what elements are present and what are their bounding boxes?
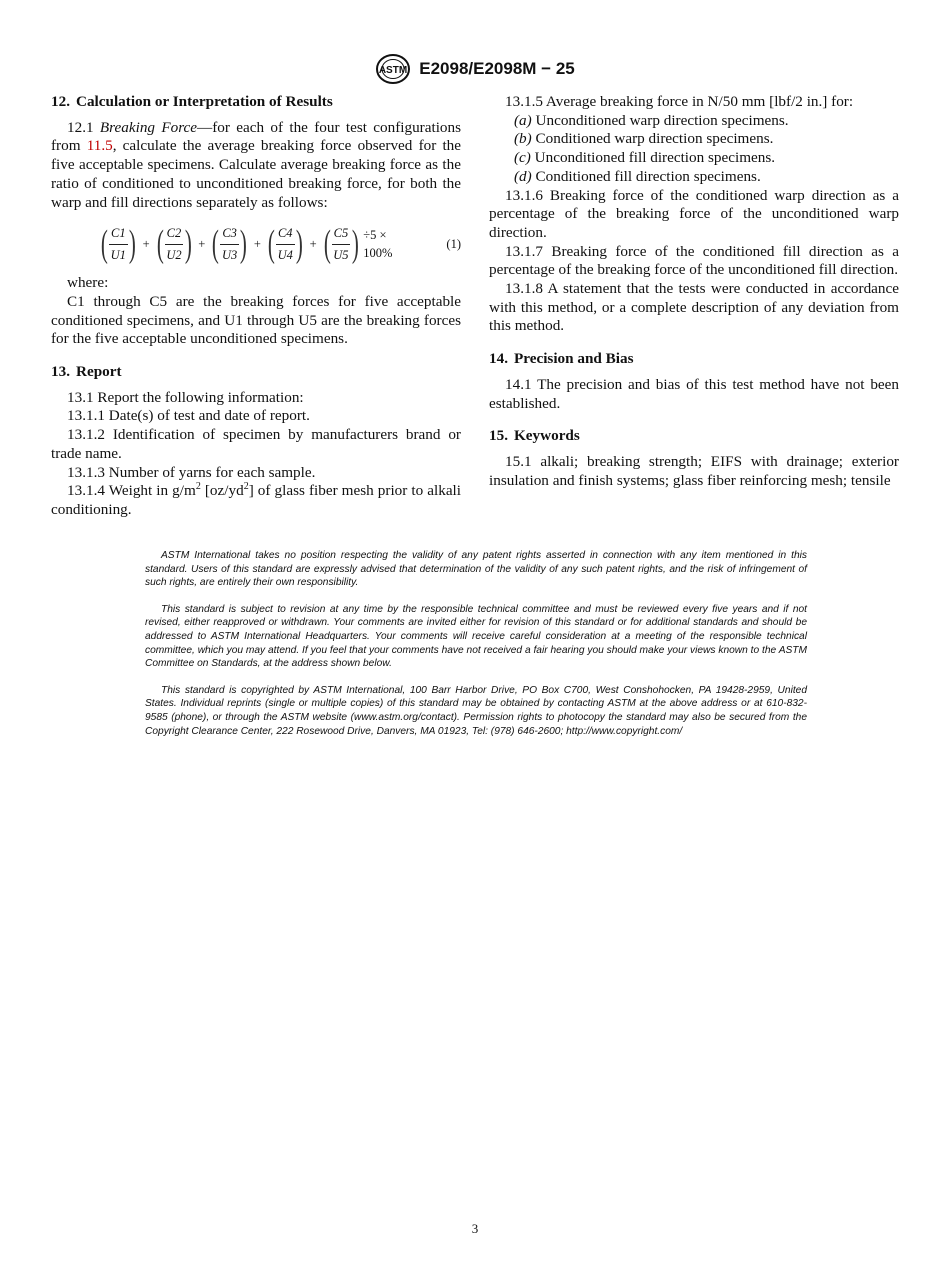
fraction-c5-u5: $\frac{C5}{U5}$ [333,226,349,262]
paragraph-13-1-1: 13.1.1 Date(s) of test and date of report. [67,407,310,425]
right-column [489,93,899,490]
page-number: 3 [471,1221,479,1236]
legal-notices [145,549,807,751]
fraction-c4-u4: $\frac{C4}{U4}$ [277,226,293,262]
fraction-c2-u2: $\frac{C2}{U2}$ [166,226,182,262]
list-item-a: (a) Unconditioned warp direction specimens. [514,111,789,129]
revision-notice: This standard is subject to revision at any time by the responsible technical committee and must be reviewed every five years and if not revised, either reapproved or withdrawn. Your comments are invited either for revision of this standard or for additional standards and should be addressed to ASTM International Headquarters. Your comments will receive careful consideration at a meeting of the responsible technical committee, which you may attend. If you feel that your comments have not received a fair hearing you should make your views known to the ASTM Committee on Standards, at the address shown below. [145,603,807,670]
left-column [51,93,461,520]
paragraph-13-1-6: 13.1.6 Breaking force of the conditioned warp direction as a percentage of the breaking force of the unconditioned warp direction. [489,186,899,241]
fraction-c1-u1: $\frac{C1}{U1}$ [110,226,126,262]
standard-designation: E2098/E2098M − 25 [419,59,575,78]
fraction-c3-u3: $\frac{C3}{U3}$ [221,226,238,262]
list-item-d: (d) Conditioned fill direction specimens. [514,167,761,185]
paragraph-13-1-8: 13.1.8 A statement that the tests were conducted in accordance with this method, or a complete description of any deviation from this method. [489,280,899,335]
paragraph-13-1-3: 13.1.3 Number of yarns for each sample. [67,463,316,481]
section-15-heading: 15. Keywords [489,427,580,445]
section-13-heading: 13. Report [51,363,122,381]
equation-number: (1) [446,236,461,251]
astm-logo-icon [375,54,411,84]
where-definition: C1 through C5 are the breaking forces for five acceptable conditioned specimens, and U1 through U5 are the breaking forces for the five acceptable unconditioned specimens. [51,292,461,348]
patent-notice: ASTM International takes no position respecting the validity of any patent rights asserted in connection with any item mentioned in this standard. Users of this standard are expressly advised that determination of the validity of any such patent rights, and the risk of infringement of such rights, are entirely their own responsibility. [145,550,807,589]
paragraph-13-1-7: 13.1.7 Breaking force of the conditioned fill direction as a percentage of the breaking force of the unconditioned fill direction. [489,242,899,279]
list-item-b: (b) Conditioned warp direction specimens. [514,130,774,148]
paragraph-14-1: 14.1 The precision and bias of this test method have not been established. [489,375,899,412]
list-item-c: (c) Unconditioned fill direction specimens. [514,149,776,167]
equation-1: ( $\frac{C1}{U1}$ ) + ( $\frac{C2}{U2}$ ) + ( $\frac{C3}{U3}$ ) + ( $\frac{C4}{U4}$ ) + ( $\frac{C5}{U5}$ ) ÷5 × 100% (1) [100,223,461,266]
copyright-notice: This standard is copyrighted by ASTM International, 100 Barr Harbor Drive, PO Box C700, West Conshohocken, PA 19428-2959, United States. Individual reprints (single or multiple copies) of this standard may be obtained by contacting ASTM at the above address or at 610-832-9585 (phone), or through the ASTM website (www.astm.org/contact). Permission rights to photocopy the standard may also be secured from the Copyright Clearance Center, 222 Rosewood Drive, Danvers, MA 01923, Tel: (978) 646-2600; http://www.copyright.com/ [145,684,807,737]
paragraph-13-1-5: 13.1.5 Average breaking force in N/50 mm [lbf/2 in.] for: [505,93,854,110]
page-header [0,54,950,84]
xref-link-11-5[interactable]: 11.5 [86,137,113,155]
paragraph-13-1-4: 13.1.4 Weight in $g/m^2$ $[oz/yd^2]$ of glass fiber mesh prior to alkali conditioning. [51,481,461,518]
paragraph-15-1: 15.1 alkali; breaking strength; EIFS with drainage; exterior insulation and finish systems; glass fiber reinforcing mesh; tensile [489,452,899,489]
paragraph-13-1: 13.1 Report the following information: [67,388,304,406]
svg-text:ASTM: ASTM [379,65,408,76]
section-12-heading: 12. Calculation or Interpretation of Results [51,93,333,110]
paragraph-13-1-2: 13.1.2 Identification of specimen by manufacturers brand or trade name. [51,426,461,462]
where-label: where: [67,274,109,292]
paragraph-12-1: 12.1 Breaking Force—for each of the four test configurations from 11.5, calculate the average breaking force observed for the five acceptable specimens. Calculate average breaking force as the ratio of conditioned to unconditioned breaking force, for both the warp and fill directions separately as follows: [51,118,462,211]
section-14-heading: 14. Precision and Bias [489,350,634,368]
